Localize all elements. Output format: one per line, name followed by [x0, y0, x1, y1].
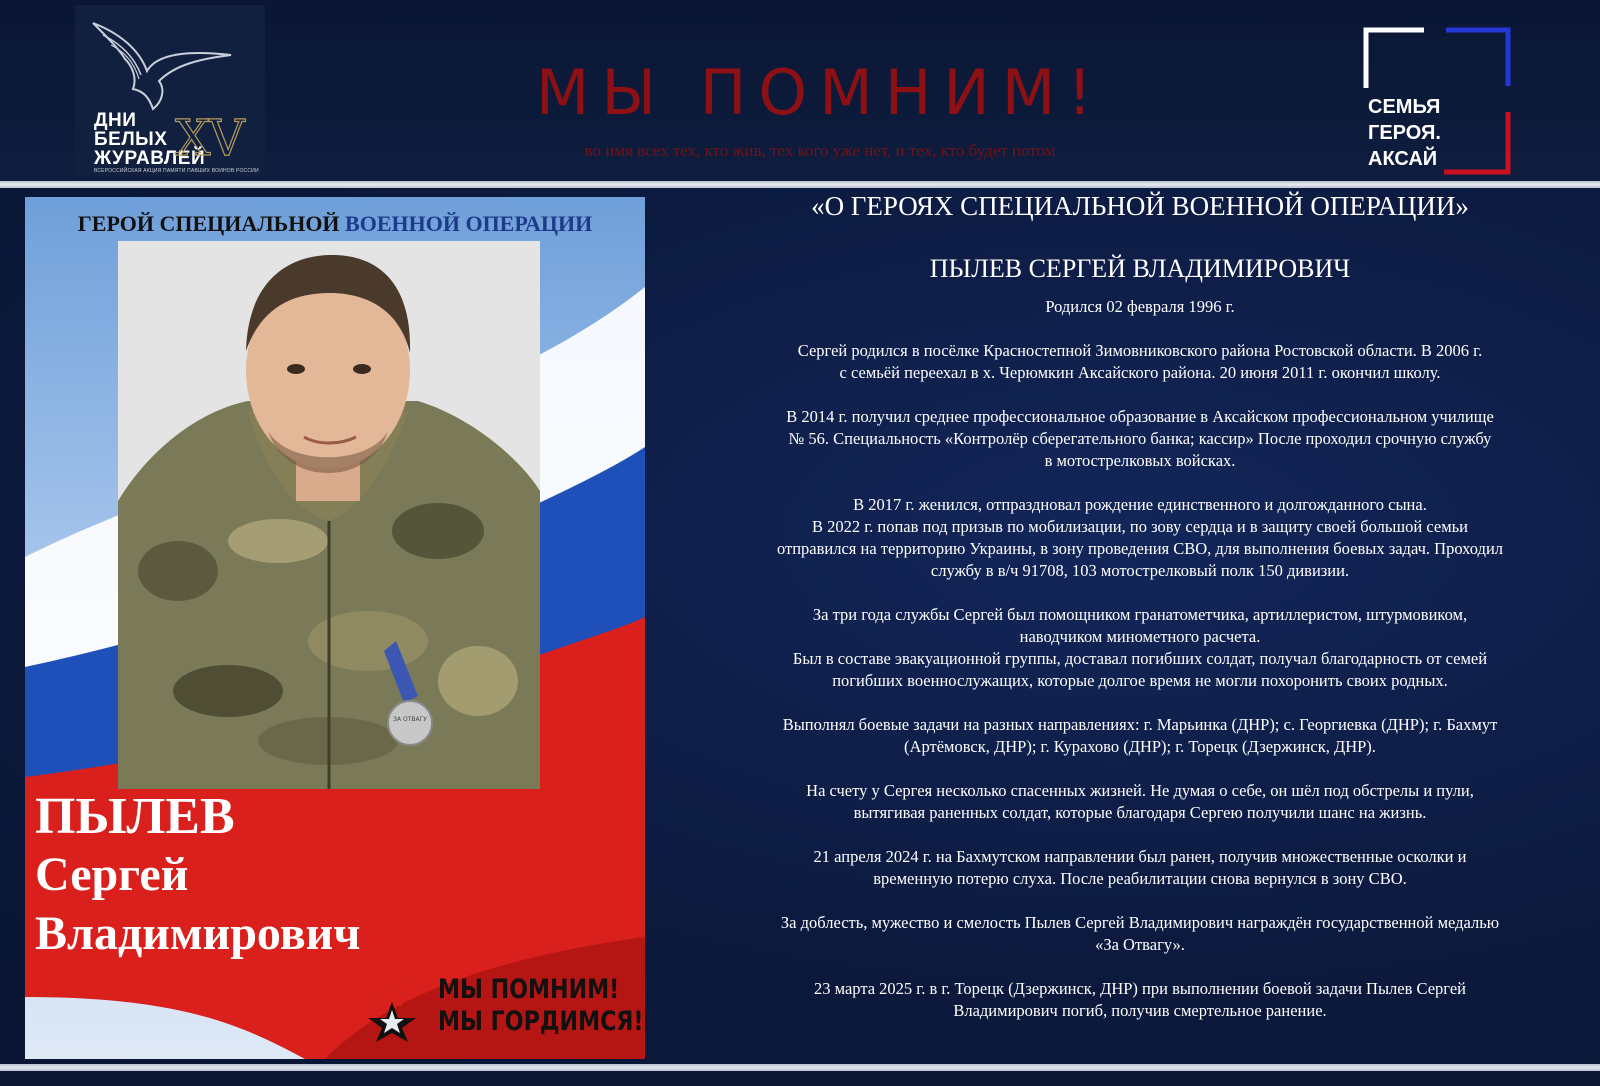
header-banner — [0, 0, 1600, 181]
white-cranes-logo — [75, 5, 265, 177]
biography-line: В 2017 г. женился, отпраздновал рождение единственного и долгожданного сына. — [853, 495, 1427, 514]
biography-line: службу в в/ч 91708, 103 мотострелковый полк 150 дивизии. — [930, 561, 1350, 580]
hero-poster — [25, 197, 645, 1059]
biography-paragraph — [707, 340, 1573, 384]
page-title: МЫ ПОМНИМ! — [535, 56, 1105, 129]
biography-line: В 2022 г. попав под призыв по мобилизации, по зову сердца и в защиту своей большой семьи — [811, 517, 1468, 536]
biography-line: За доблесть, мужество и смелость Пылев Сергей Владимирович награждён государственной медалью — [780, 913, 1500, 932]
biography-paragraph — [707, 912, 1573, 956]
biography-column — [707, 190, 1573, 1022]
poster-heading-black: ГЕРОЙ СПЕЦИАЛЬНОЙ — [77, 211, 340, 236]
logo-line-2: БЕЛЫХ — [94, 129, 168, 150]
soldier-portrait — [118, 241, 540, 789]
biography-paragraph — [707, 604, 1573, 692]
biography-line: Владимирович погиб, получив смертельное ранение. — [953, 1001, 1327, 1020]
poster-surname: ПЫЛЕВ — [35, 788, 235, 845]
crane-bird-icon — [89, 19, 239, 114]
right-logo-line-1: СЕМЬЯ — [1368, 96, 1441, 118]
eternal-flame-star-icon — [350, 972, 434, 1042]
logo-line-1: ДНИ — [94, 110, 137, 131]
poster-name: Сергей — [35, 848, 189, 901]
biography-line: (Артёмовск, ДНР); г. Курахово (ДНР); г. Торецк (Дзержинск, ДНР). — [904, 737, 1376, 756]
biography-paragraph — [707, 846, 1573, 890]
biography-paragraph — [707, 978, 1573, 1022]
remember-badge — [350, 972, 644, 1042]
biography-line: временную потерю слуха. После реабилитации снова вернулся в зону СВО. — [873, 869, 1407, 888]
poster-heading-blue: ВОЕННОЙ ОПЕРАЦИИ — [345, 211, 593, 236]
hero-photo — [118, 241, 540, 789]
biography-line: В 2014 г. получил среднее профессиональное образование в Аксайском профессиональном училище — [786, 407, 1494, 426]
biography-paragraph — [707, 406, 1573, 472]
biography-line: № 56. Специальность «Контролёр сберегательного банка; кассир» После проходил срочную службу — [788, 429, 1492, 448]
page-subtitle: во имя всех тех, кто жив, тех кого уже нет, и тех, кто будет потом — [584, 141, 1056, 160]
biography-paragraphs — [707, 340, 1573, 1022]
biography-line: с семьёй переехал в х. Черюмкин Аксайского района. 20 июня 2011 г. окончил школу. — [839, 363, 1441, 382]
biography-paragraph — [707, 714, 1573, 758]
birth-date: Родился 02 февраля 1996 г. — [1045, 297, 1235, 316]
biography-line: Сергей родился в посёлке Красностепной Зимовниковского района Ростовской области. В 2006 г. — [797, 341, 1483, 360]
logo-numeral: XV — [175, 109, 243, 167]
biography-line: наводчиком минометного расчета. — [1019, 627, 1261, 646]
biography-line: погибших военнослужащих, которые долгое время не могли похоронить своих родных. — [832, 671, 1448, 690]
top-divider — [0, 181, 1600, 188]
biography-paragraph — [707, 780, 1573, 824]
biography-paragraph — [707, 494, 1573, 582]
biography-line: 21 апреля 2024 г. на Бахмутском направлении был ранен, получив множественные осколки и — [813, 847, 1467, 866]
biography-line: «За Отвагу». — [1095, 935, 1185, 954]
biography-line: в мотострелковых войсках. — [1044, 451, 1236, 470]
bottom-divider — [0, 1064, 1600, 1071]
poster-heading — [25, 211, 645, 237]
logo-caption: ВСЕРОССИЙСКАЯ АКЦИЯ ПАМЯТИ ПАВШИХ ВОИНОВ РОССИИ — [94, 168, 259, 174]
biography-line: вытягивая раненных солдат, которые благодаря Сергею получили шанс на жизнь. — [853, 803, 1427, 822]
slogan-line-1: МЫ ПОМНИМ! — [438, 974, 620, 1005]
biography-line: Выполнял боевые задачи на разных направлениях: г. Марьинка (ДНР); с. Георгиевка (ДНР); г. Бахмут — [782, 715, 1498, 734]
slogan-line-2: МЫ ГОРДИМСЯ! — [438, 1006, 644, 1037]
biography-line: 23 марта 2025 г. в г. Торецк (Дзержинск, ДНР) при выполнении боевой задачи Пылев Сергей — [814, 979, 1466, 998]
right-logo-line-3: АКСАЙ — [1368, 148, 1438, 170]
poster-patronymic: Владимирович — [35, 907, 361, 960]
right-logo-line-2: ГЕРОЯ. — [1368, 122, 1441, 144]
biography-line: За три года службы Сергей был помощником гранатометчика, артиллеристом, штурмовиком, — [812, 605, 1468, 624]
biography-line: На счету у Сергея несколько спасенных жизней. Не думая о себе, он шёл под обстрелы и пули, — [806, 781, 1474, 800]
section-title: «О ГЕРОЯХ СПЕЦИАЛЬНОЙ ВОЕННОЙ ОПЕРАЦИИ» — [811, 191, 1469, 221]
logo-line-3: ЖУРАВЛЕЙ — [94, 148, 206, 169]
biography-line: отправился на территорию Украины, в зону проведения СВО, для выполнения боевых задач. Проходил — [776, 539, 1504, 558]
biography-line: Был в составе эвакуационной группы, доставал погибших солдат, получал благодарность от семей — [792, 649, 1488, 668]
medal-text: ЗА ОТВАГУ — [393, 716, 427, 723]
hero-name: ПЫЛЕВ СЕРГЕЙ ВЛАДИМИРОВИЧ — [929, 254, 1351, 283]
hero-family-logo — [1362, 26, 1512, 176]
